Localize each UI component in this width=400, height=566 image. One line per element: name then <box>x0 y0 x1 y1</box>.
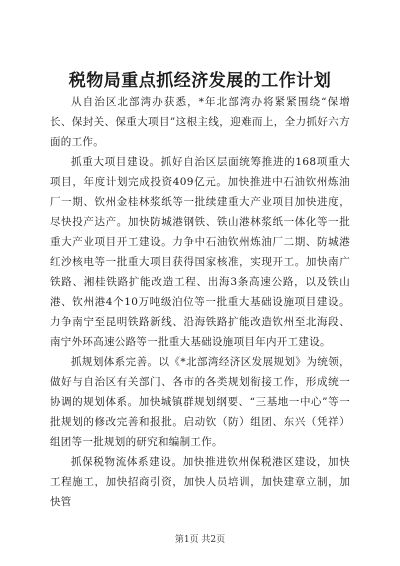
paragraph-planning-system: 抓规划体系完善。以《*北部湾经济区发展规划》为统领，做好与自治区有关部门、各市的各类规划衔接工作，形成统一协调的规划体系。加快城镇群规划纲要、“三基地一中心”等一批规划的修改完善和报批。启动钦（防）组团、东兴（凭祥）组团等一批规划的研究和编制工作。 <box>50 356 350 448</box>
page-number-footer: 第1页 共2页 <box>174 535 226 545</box>
paragraph-major-projects: 抓重大项目建设。抓好自治区层面统筹推进的168项重大项目，年度计划完成投资409亿元。加快推进中石油钦州炼油厂一期、钦州金桂林浆纸等一批续建重大产业项目加快进度，尽快投产达产。加快防城港钢铁、铁山港林浆纸一体化等一批重大产业项目开工建设。力争中石油钦州炼油厂二期、防城港红沙核电等一批重大项目获得国家核准，实现开工。加快南广铁路、湘桂铁路扩能改造工程、出海3条高速公路，以及铁山港、钦州港4个10万吨级泊位等一批重大基础设施项目建设。力争南宁至昆明铁路新线、沿海铁路扩能改造钦州至北海段、南宁外环高速公路等一批重大基础设施项目年内开工建设。 <box>50 156 350 348</box>
document-title: 税物局重点抓经济发展的工作计划 <box>68 71 332 91</box>
paragraph-intro: 从自治区北部湾办获悉，*年北部湾办将紧紧围绕“保增长、保封关、保重大项目”这根主线，迎难而上，全力抓好六方面的工作。 <box>50 96 350 148</box>
paragraph-bonded-logistics: 抓保税物流体系建设。加快推进钦州保税港区建设，加快工程施工，加快招商引资，加快人员培训，加快建章立制，加快管 <box>50 456 350 508</box>
document-body <box>50 92 350 512</box>
